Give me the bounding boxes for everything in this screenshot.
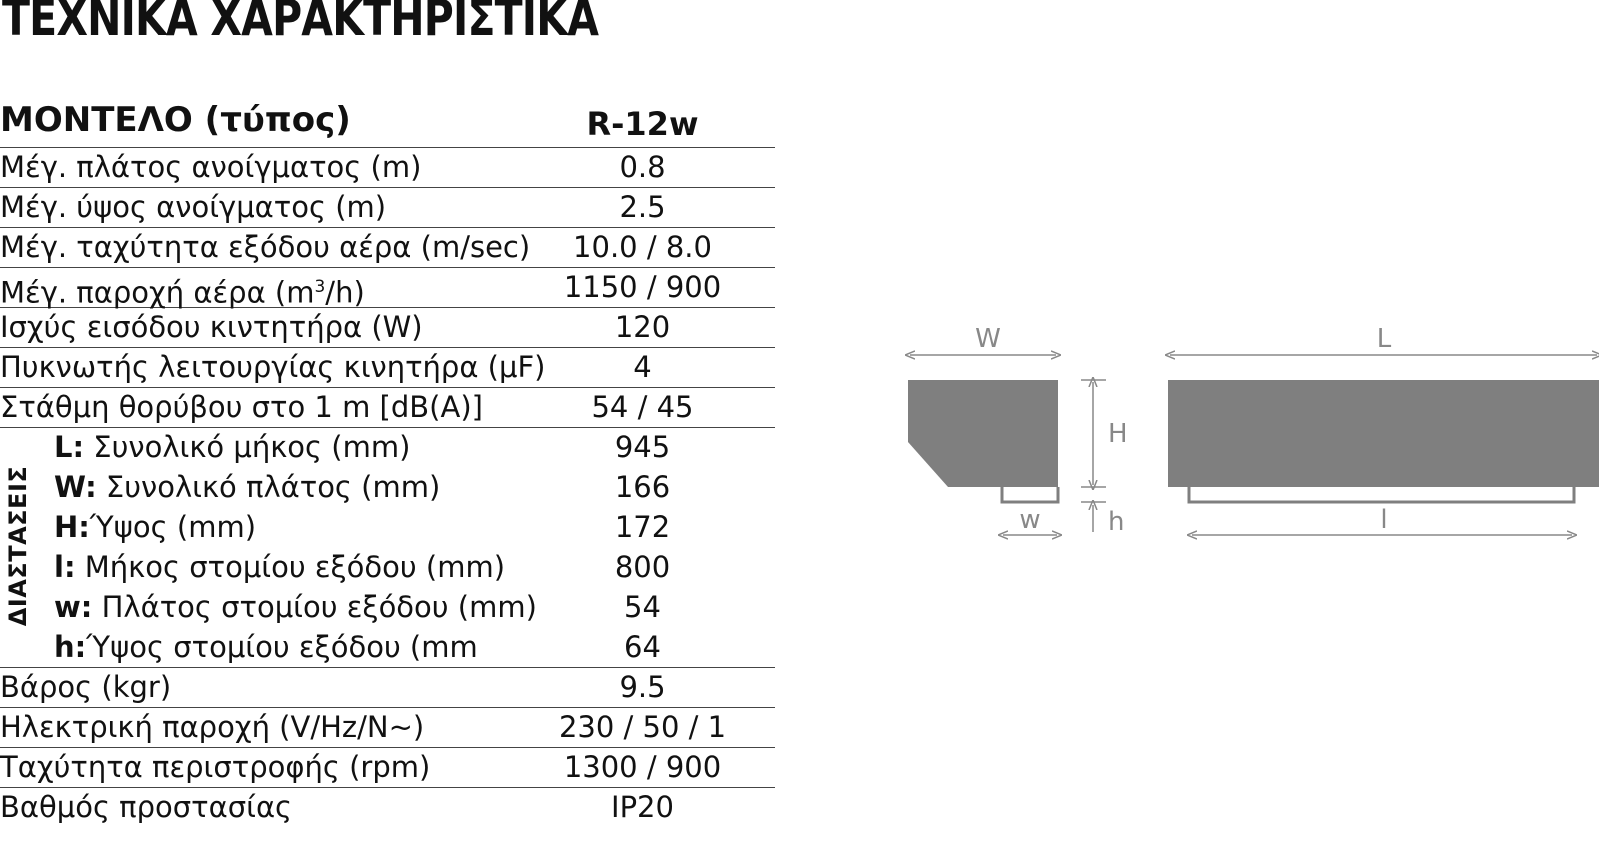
table-row	[0, 188, 775, 228]
dimension-text: Μήκος στομίου εξόδου (mm)	[75, 550, 506, 584]
table-row	[0, 388, 775, 428]
label-w: w	[1019, 505, 1041, 535]
dimension-row	[0, 588, 775, 628]
label-W: W	[975, 324, 1001, 354]
table-row	[0, 148, 775, 188]
model-value: R-12w	[586, 105, 699, 143]
side-view-outlet	[1002, 487, 1058, 502]
dimension-key: l:	[54, 550, 76, 584]
dimension-value: 166	[614, 470, 671, 504]
dimension-key: W:	[54, 470, 97, 504]
dimension-row	[0, 428, 775, 468]
dimension-text: Πλάτος στομίου εξόδου (mm)	[92, 590, 537, 624]
dimension-text: Ύψος (mm)	[89, 510, 257, 544]
row-value: 2.5	[619, 190, 666, 224]
row-value: 54 / 45	[591, 390, 694, 424]
label-h: h	[1108, 507, 1125, 537]
dimension-key: H:	[54, 510, 90, 544]
dimension-key: h:	[54, 630, 87, 664]
dimension-row	[0, 548, 775, 588]
front-view-body	[1168, 380, 1599, 487]
dimension-label	[54, 629, 478, 665]
row-label: Μέγ. πλάτος ανοίγματος (m)	[0, 150, 422, 184]
dimension-value: 64	[624, 630, 661, 664]
dimensions-group	[0, 428, 775, 668]
row-value: 1300 / 900	[563, 750, 722, 784]
row-value: 4	[633, 350, 652, 384]
row-label: Ταχύτητα περιστροφής (rpm)	[0, 750, 431, 784]
front-view-outlet	[1189, 487, 1574, 502]
row-value: 0.8	[619, 150, 666, 184]
dimension-label	[54, 429, 410, 465]
row-label: Μέγ. ταχύτητα εξόδου αέρα (m/sec)	[0, 230, 531, 264]
model-label: ΜΟΝΤΕΛΟ (τύπος)	[0, 100, 351, 140]
label-part: Μέγ. παροχή αέρα (m	[0, 275, 315, 310]
dimensions-vertical-label: ΔΙΑΣΤΑΣΕΙΣ	[4, 465, 32, 627]
dimension-value: 172	[614, 510, 671, 544]
table-header-row	[0, 100, 775, 148]
row-label: Βάρος (kgr)	[0, 670, 172, 704]
row-label: Ηλεκτρική παροχή (V/Hz/N~)	[0, 710, 425, 744]
dimension-row	[0, 468, 775, 508]
dimension-text: Ύψος στομίου εξόδου (mm	[86, 630, 478, 664]
table-row	[0, 268, 775, 308]
table-row	[0, 708, 775, 748]
dimension-value: 945	[614, 430, 671, 464]
dimension-text: Συνολικό πλάτος (mm)	[96, 470, 441, 504]
table-row	[0, 668, 775, 708]
dimension-row	[0, 508, 775, 548]
table-row	[0, 228, 775, 268]
dimension-value: 800	[614, 550, 671, 584]
dimension-label	[54, 509, 256, 545]
row-value: 230 / 50 / 1	[558, 710, 727, 744]
table-row	[0, 788, 775, 828]
dimension-key: L:	[54, 430, 85, 464]
dimension-label	[54, 469, 440, 505]
side-view-body	[908, 380, 1058, 487]
table-row	[0, 308, 775, 348]
label-L: L	[1376, 324, 1392, 354]
row-value: 10.0 / 8.0	[573, 230, 712, 264]
row-label	[0, 269, 365, 311]
row-label: Στάθμη θορύβου στο 1 m [dB(A)]	[0, 390, 483, 424]
label-l: l	[1380, 505, 1388, 535]
dimension-label	[54, 549, 505, 585]
specs-table	[0, 100, 775, 828]
row-label: Πυκνωτής λειτουργίας κινητήρα (μF)	[0, 350, 546, 384]
label-H: H	[1108, 419, 1128, 449]
row-label: Βαθμός προστασίας	[0, 790, 293, 824]
row-value: 120	[614, 310, 671, 344]
label-part: /h)	[325, 275, 365, 310]
row-value: 9.5	[619, 670, 666, 704]
dimension-value: 54	[624, 590, 661, 624]
page-title: ΤΕΧΝΙΚΑ ΧΑΡΑΚΤΗΡΙΣΤΙΚΑ	[2, 0, 599, 47]
dimension-label	[54, 589, 537, 625]
table-row	[0, 348, 775, 388]
dimension-key: w:	[54, 590, 93, 624]
row-value: IP20	[611, 790, 674, 824]
superscript: 3	[314, 277, 326, 297]
row-value: 1150 / 900	[563, 270, 722, 304]
dimension-row	[0, 628, 775, 668]
table-row	[0, 748, 775, 788]
row-label: Μέγ. ύψος ανοίγματος (m)	[0, 190, 387, 224]
dimension-text: Συνολικό μήκος (mm)	[84, 430, 411, 464]
row-label: Ισχύς εισόδου κιντητήρα (W)	[0, 310, 423, 344]
